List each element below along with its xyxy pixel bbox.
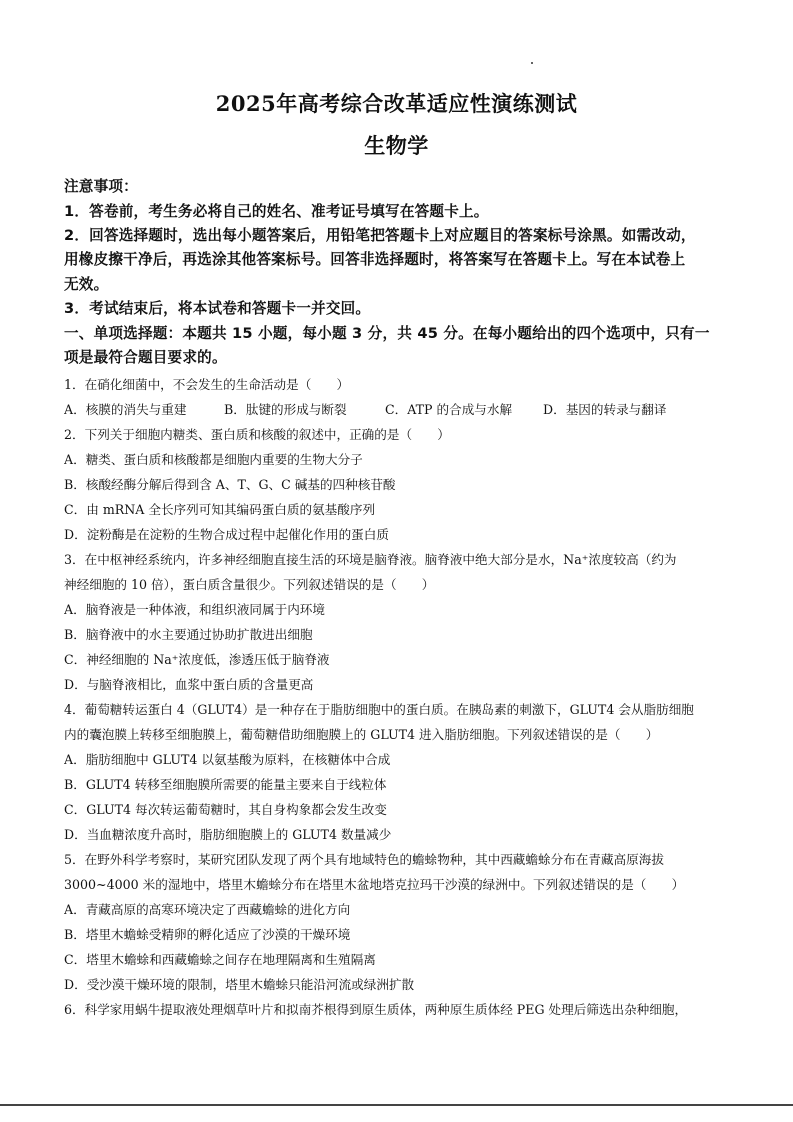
q3-option-d: D．与脑脊液相比，血浆中蛋白质的含量更高 — [64, 677, 314, 692]
section-heading: 一、单项选择题：本题共 15 小题，每小题 3 分，共 45 分。在每小题给出的四个选项中，只有一 — [64, 325, 710, 342]
q2-stem: 2．下列关于细胞内糖类、蛋白质和核酸的叙述中，正确的是（ ） — [64, 427, 450, 442]
page-bottom-rule — [0, 1104, 793, 1106]
q3-option-b: B．脑脊液中的水主要通过协助扩散进出细胞 — [64, 627, 313, 642]
q3-option-c: C．神经细胞的 Na⁺浓度低，渗透压低于脑脊液 — [64, 652, 330, 667]
q1-option-a: A．核膜的消失与重建 — [64, 402, 187, 417]
q4-option-a: A．脂肪细胞中 GLUT4 以氨基酸为原料，在核糖体中合成 — [64, 752, 391, 767]
q3-stem: 3．在中枢神经系统内，许多神经细胞直接生活的环境是脑脊液。脑脊液中绝大部分是水，Na⁺浓度较高（约为 — [64, 552, 677, 567]
q5-stem: 5．在野外科学考察时，某研究团队发现了两个具有地域特色的蟾蜍物种，其中西藏蟾蜍分布在青藏高原海拔 — [64, 852, 664, 867]
q4-stem: 4．葡萄糖转运蛋白 4（GLUT4）是一种存在于脂肪细胞中的蛋白质。在胰岛素的刺激下，GLUT4 会从脂肪细胞 — [64, 702, 694, 717]
q2-option-b: B．核酸经酶分解后得到含 A、T、G、C 碱基的四种核苷酸 — [64, 477, 396, 492]
q3-stem-cont: 神经细胞的 10 倍），蛋白质含量很少。下列叙述错误的是（ ） — [64, 577, 435, 592]
q1-option-c: C．ATP 的合成与水解 — [385, 402, 513, 417]
notice-heading: 注意事项： — [64, 178, 138, 195]
q4-stem-cont: 内的囊泡膜上转移至细胞膜上，葡萄糖借助细胞膜上的 GLUT4 进入脂肪细胞。下列叙述错误的是（ ） — [64, 727, 659, 742]
q5-option-b: B．塔里木蟾蜍受精卵的孵化适应了沙漠的干燥环境 — [64, 927, 351, 942]
q2-option-c: C．由 mRNA 全长序列可知其编码蛋白质的氨基酸序列 — [64, 502, 376, 517]
subject-title: 生物学 — [364, 133, 429, 158]
q1-option-d: D．基因的转录与翻译 — [543, 402, 667, 417]
q1-option-b: B．肽键的形成与断裂 — [224, 402, 347, 417]
notice-item-2: 2．回答选择题时，选出每小题答案后，用铅笔把答题卡上对应题目的答案标号涂黑。如需改动， — [64, 227, 696, 244]
q5-option-d: D．受沙漠干燥环境的限制，塔里木蟾蜍只能沿河流或绿洲扩散 — [64, 977, 415, 992]
q4-option-b: B．GLUT4 转移至细胞膜所需要的能量主要来自于线粒体 — [64, 777, 387, 792]
q5-option-c: C．塔里木蟾蜍和西藏蟾蜍之间存在地理隔离和生殖隔离 — [64, 952, 376, 967]
notice-item-3: 3．考试结束后，将本试卷和答题卡一并交回。 — [64, 300, 371, 317]
section-heading-cont: 项是最符合题目要求的。 — [64, 349, 227, 366]
scan-dot — [531, 62, 533, 64]
exam-title: 2025年高考综合改革适应性演练测试 — [215, 91, 578, 116]
q5-option-a: A．青藏高原的高寒环境决定了西藏蟾蜍的进化方向 — [64, 902, 351, 917]
q1-options — [64, 399, 733, 418]
q4-option-d: D．当血糖浓度升高时，脂肪细胞膜上的 GLUT4 数量减少 — [64, 827, 392, 842]
q4-option-c: C．GLUT4 每次转运葡萄糖时，其自身构象都会发生改变 — [64, 802, 387, 817]
q2-option-d: D．淀粉酶是在淀粉的生物合成过程中起催化作用的蛋白质 — [64, 527, 389, 542]
notice-item-1: 1．答卷前，考生务必将自己的姓名、准考证号填写在答题卡上。 — [64, 203, 489, 220]
notice-item-2-cont: 用橡皮擦干净后，再选涂其他答案标号。回答非选择题时，将答案写在答题卡上。写在本试卷上 — [64, 251, 686, 268]
notice-item-2-end: 无效。 — [64, 276, 109, 293]
q3-option-a: A．脑脊液是一种体液，和组织液同属于内环境 — [64, 602, 325, 617]
q1-stem: 1．在硝化细菌中，不会发生的生命活动是（ ） — [64, 377, 350, 392]
q5-stem-cont: 3000~4000 米的湿地中，塔里木蟾蜍分布在塔里木盆地塔克拉玛干沙漠的绿洲中。下列叙述错误的是（ ） — [64, 877, 685, 892]
q6-stem: 6．科学家用蜗牛提取液处理烟草叶片和拟南芥根得到原生质体，两种原生质体经 PEG 处理后筛选出杂种细胞， — [64, 1002, 688, 1017]
q2-option-a: A．糖类、蛋白质和核酸都是细胞内重要的生物大分子 — [64, 452, 363, 467]
